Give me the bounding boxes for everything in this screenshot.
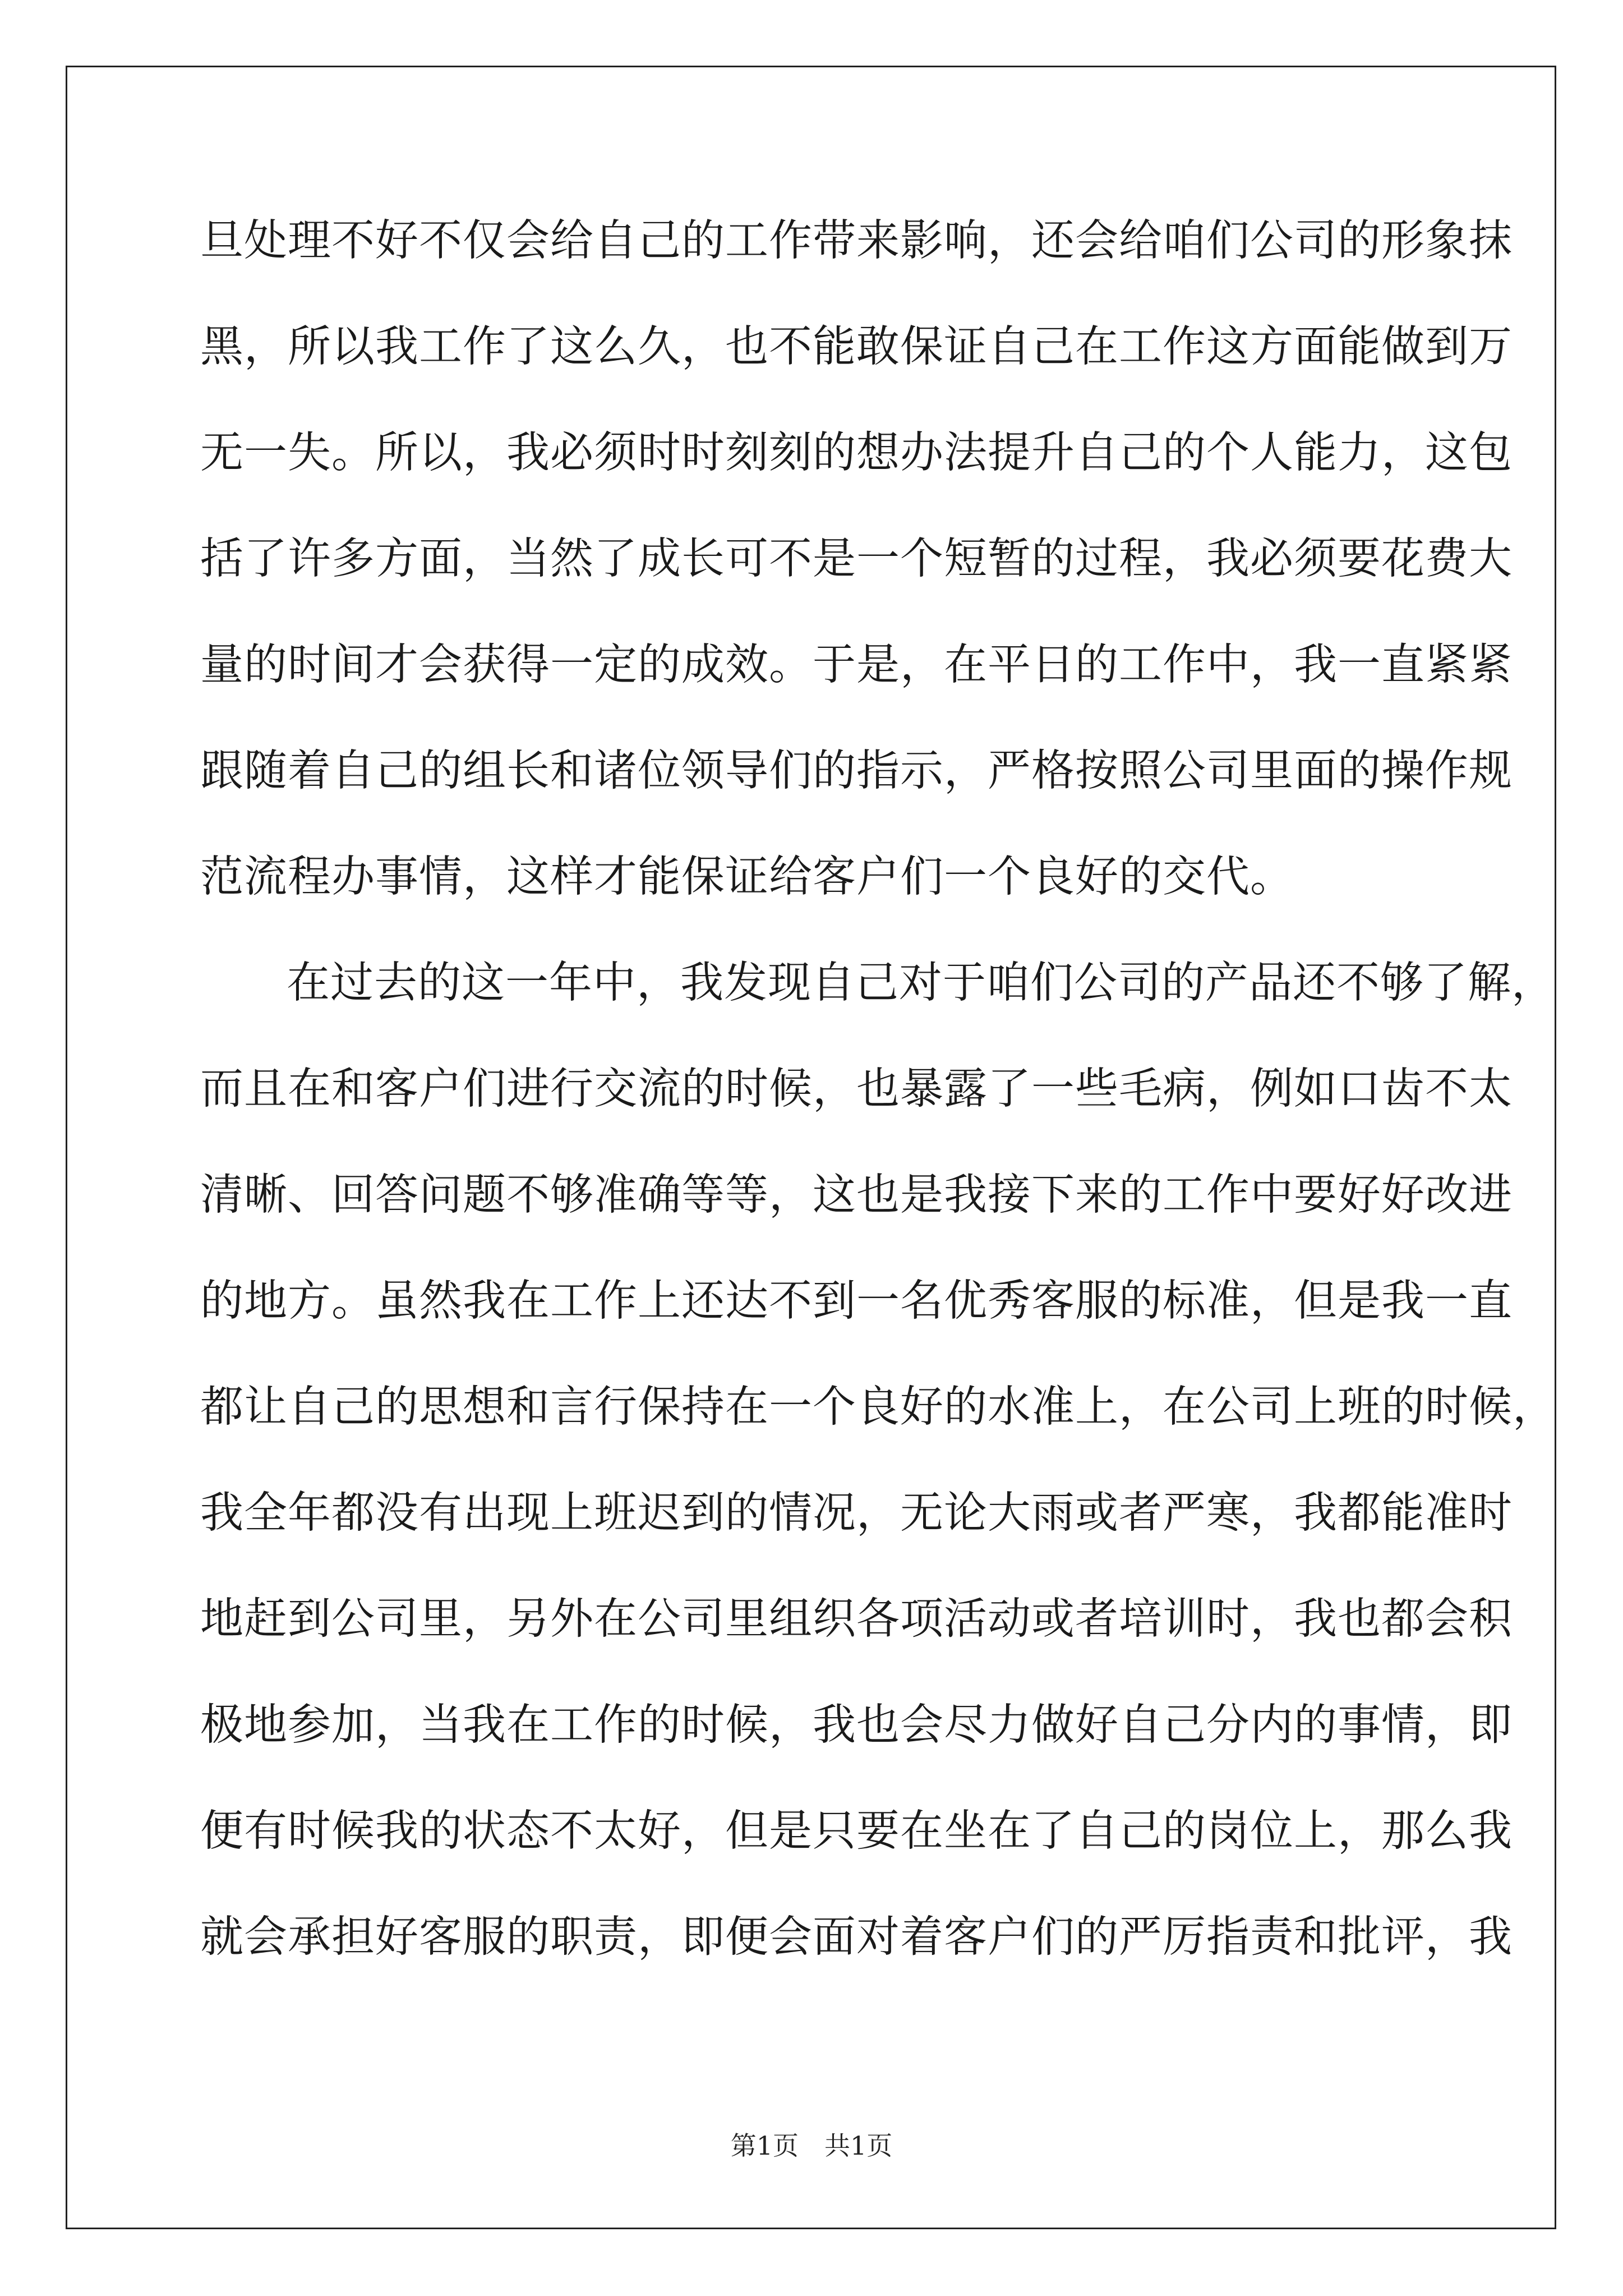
text-line: 便有时候我的状态不太好，但是只要在坐在了自己的岗位上，那么我 — [200, 1806, 1513, 1856]
text-line: 的地方。虽然我在工作上还达不到一名优秀客服的标准，但是我一直 — [200, 1276, 1513, 1326]
text-line: 都让自己的思想和言行保持在一个良好的水准上，在公司上班的时候， — [200, 1382, 1556, 1432]
paragraph-first-line: 在过去的这一年中，我发现自己对于咱们公司的产品还不够了解， — [287, 958, 1555, 1008]
page-number-footer: 第1页 共1页 — [730, 2131, 893, 2161]
text-line: 范流程办事情，这样才能保证给客户们一个良好的交代。 — [200, 852, 1294, 902]
text-line: 我全年都没有出现上班迟到的情况，无论大雨或者严寒，我都能准时 — [200, 1488, 1513, 1538]
text-line: 无一失。所以，我必须时时刻刻的想办法提升自己的个人能力，这包 — [200, 428, 1513, 478]
text-line: 括了许多方面，当然了成长可不是一个短暂的过程，我必须要花费大 — [200, 534, 1513, 584]
text-line: 黑，所以我工作了这么久，也不能敢保证自己在工作这方面能做到万 — [200, 322, 1513, 372]
text-line: 量的时间才会获得一定的成效。于是，在平日的工作中，我一直紧紧 — [200, 640, 1513, 690]
text-line: 旦处理不好不仅会给自己的工作带来影响，还会给咱们公司的形象抹 — [200, 216, 1513, 266]
text-line: 清晰、回答问题不够准确等等，这也是我接下来的工作中要好好改进 — [200, 1170, 1513, 1220]
text-line: 就会承担好客服的职责，即便会面对着客户们的严厉指责和批评，我 — [200, 1912, 1513, 1962]
text-line: 而且在和客户们进行交流的时候，也暴露了一些毛病，例如口齿不太 — [200, 1064, 1513, 1114]
text-line: 极地参加，当我在工作的时候，我也会尽力做好自己分内的事情，即 — [200, 1700, 1513, 1750]
text-line: 跟随着自己的组长和诸位领导们的指示，严格按照公司里面的操作规 — [200, 746, 1513, 796]
document-body — [200, 213, 1556, 2016]
text-line: 地赶到公司里，另外在公司里组织各项活动或者培训时，我也都会积 — [200, 1594, 1513, 1644]
